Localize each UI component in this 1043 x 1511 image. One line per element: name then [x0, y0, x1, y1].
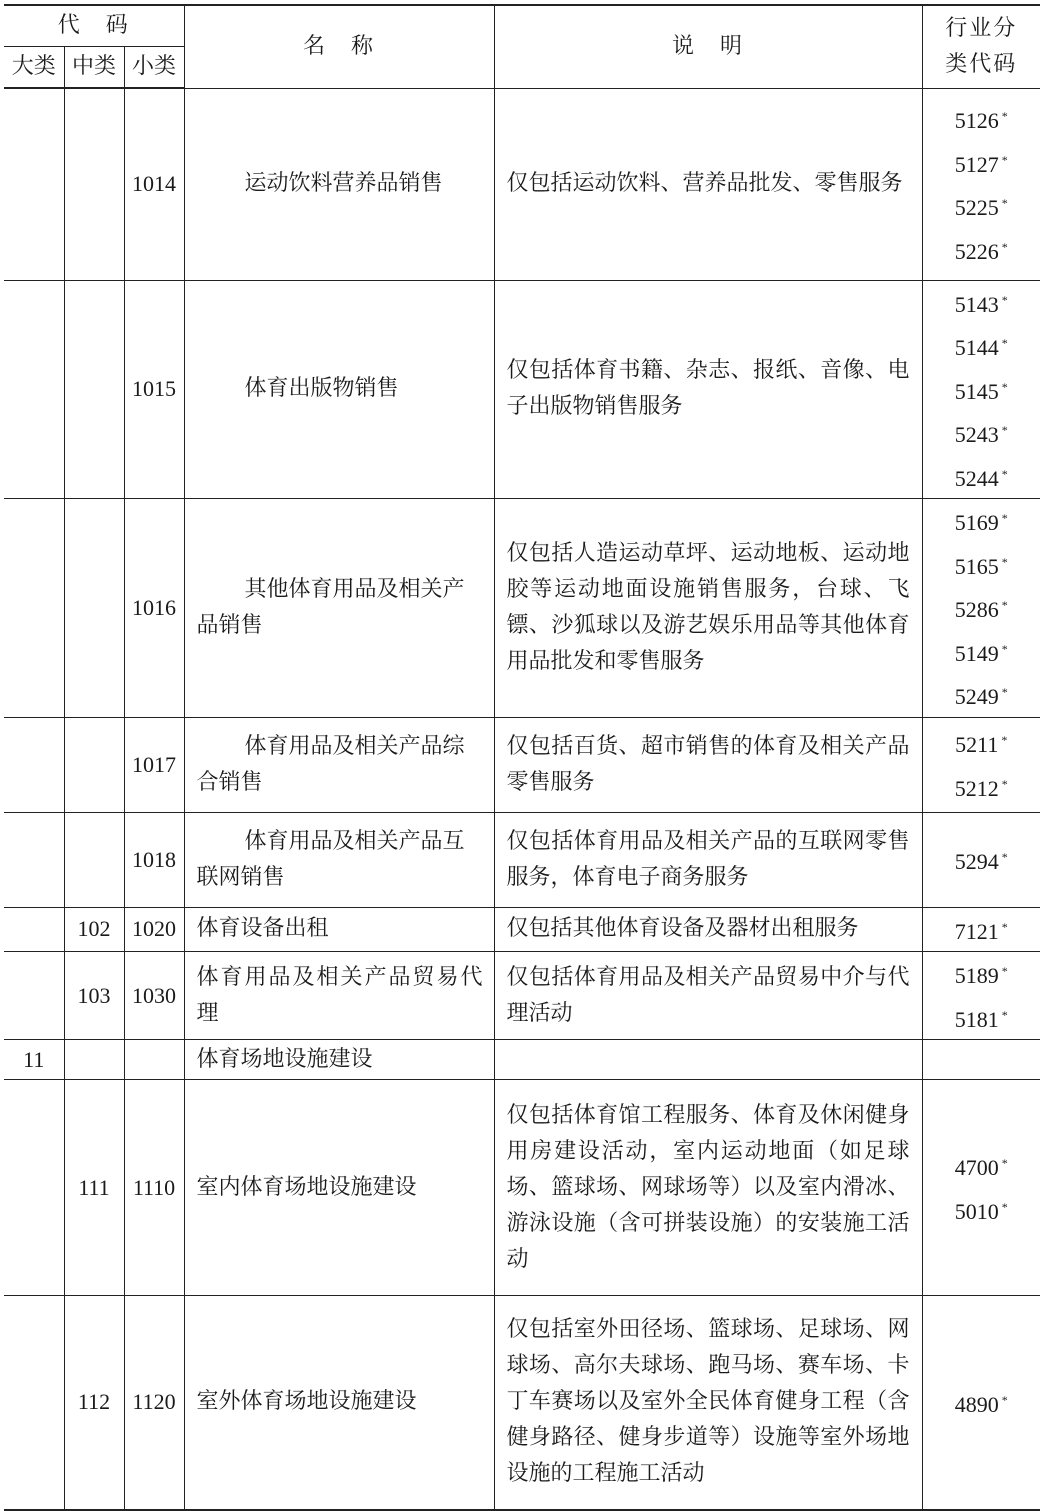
name-line: 室内体育场地设施建设 — [196, 1174, 417, 1200]
major-code-cell — [4, 812, 64, 907]
minor-code-cell — [124, 1040, 184, 1080]
industry-code-value: 5145 — [954, 378, 999, 404]
minor-code-cell: 1014 — [124, 88, 184, 280]
industry-codes-cell — [922, 1040, 1040, 1080]
asterisk-mark: * — [1001, 685, 1008, 699]
industry-code — [923, 368, 1041, 412]
name-line: 体育用品及相关产品互 — [244, 828, 465, 854]
header-desc: 说 明 — [494, 5, 922, 88]
name-line: 体育用品及相关产品综 — [244, 733, 465, 759]
minor-code-cell: 1110 — [124, 1080, 184, 1296]
header-name: 名 称 — [184, 5, 494, 88]
asterisk-mark: * — [1001, 1392, 1008, 1407]
industry-code — [923, 324, 1041, 368]
name-cell — [184, 952, 494, 1040]
name-cell — [184, 88, 494, 280]
header-code: 代 码 — [4, 5, 184, 46]
minor-code-cell: 1030 — [124, 952, 184, 1040]
industry-code-value: 5225 — [954, 195, 999, 220]
major-code-cell — [4, 1080, 64, 1296]
middle-code-cell — [64, 812, 124, 907]
table-row — [4, 280, 1040, 499]
table-row — [4, 499, 1040, 718]
middle-code-cell — [64, 280, 124, 499]
industry-codes-cell — [922, 499, 1040, 718]
industry-codes-cell — [922, 812, 1040, 907]
industry-code-value: 5189 — [954, 963, 999, 988]
industry-code — [923, 630, 1041, 674]
minor-code-cell: 1120 — [124, 1296, 184, 1510]
classification-table — [4, 4, 1040, 1511]
asterisk-mark: * — [1001, 1007, 1008, 1022]
name-cell — [184, 499, 494, 718]
asterisk-mark: * — [1001, 152, 1008, 167]
name-line: 合销售 — [196, 769, 263, 795]
industry-code — [923, 455, 1041, 499]
description-cell: 仅包括其他体育设备及器材出租服务 — [494, 907, 922, 952]
header-industry-code-line2: 类代码 — [945, 51, 1018, 77]
description-cell: 仅包括体育书籍、杂志、报纸、音像、电子出版物销售服务 — [494, 280, 922, 499]
header-industry-code — [922, 5, 1040, 88]
major-code-cell — [4, 907, 64, 952]
name-line: 体育出版物销售 — [244, 376, 399, 402]
description-cell: 仅包括运动饮料、营养品批发、零售服务 — [494, 88, 922, 280]
industry-codes-cell — [922, 1080, 1040, 1296]
industry-code-value: 5127 — [954, 151, 999, 177]
middle-code-cell: 103 — [64, 952, 124, 1040]
middle-code-cell: 112 — [64, 1296, 124, 1510]
industry-codes-cell — [922, 952, 1040, 1040]
industry-code — [923, 721, 1041, 765]
name-cell — [184, 907, 494, 952]
middle-code-cell: 111 — [64, 1080, 124, 1296]
major-code-cell — [4, 952, 64, 1040]
name-cell — [184, 717, 494, 812]
minor-code-cell: 1015 — [124, 280, 184, 499]
asterisk-mark: * — [1001, 196, 1008, 210]
asterisk-mark: * — [1001, 423, 1008, 437]
industry-code-value: 5169 — [954, 510, 999, 535]
industry-code-value: 5149 — [954, 640, 999, 666]
asterisk-mark: * — [1001, 776, 1008, 791]
asterisk-mark: * — [1001, 919, 1008, 934]
header-minor: 小类 — [124, 46, 184, 88]
industry-codes-cell — [922, 1296, 1040, 1510]
major-code-cell: 11 — [4, 1040, 64, 1080]
industry-code — [923, 141, 1041, 185]
asterisk-mark: * — [1001, 511, 1008, 525]
minor-code-cell: 1020 — [124, 907, 184, 952]
industry-codes-cell — [922, 717, 1040, 812]
industry-code — [923, 1381, 1041, 1425]
table-row — [4, 1080, 1040, 1296]
major-code-cell — [4, 1296, 64, 1510]
industry-code — [923, 586, 1041, 630]
middle-code-cell — [64, 88, 124, 280]
middle-code-cell — [64, 717, 124, 812]
industry-code-value: 5212 — [954, 775, 999, 801]
industry-code — [923, 952, 1041, 996]
header-middle: 中类 — [64, 46, 124, 88]
industry-code — [923, 838, 1041, 882]
industry-code-value: 5010 — [954, 1198, 999, 1224]
table-row — [4, 1040, 1040, 1080]
description-cell: 仅包括体育用品及相关产品贸易中介与代理活动 — [494, 952, 922, 1040]
description-cell: 仅包括体育馆工程服务、体育及休闲健身用房建设活动，室内运动地面（如足球场、篮球场、网球场等）以及室内滑冰、游泳设施（含可拼装设施）的安装施工活动 — [494, 1080, 922, 1296]
major-code-cell — [4, 717, 64, 812]
name-line: 体育设备出租 — [196, 916, 329, 942]
industry-code — [923, 673, 1041, 717]
header-major: 大类 — [4, 46, 64, 88]
middle-code-cell — [64, 1040, 124, 1080]
industry-code-value: 5243 — [954, 422, 999, 447]
industry-code-value: 5244 — [954, 465, 999, 491]
industry-code-value: 5126 — [954, 108, 999, 133]
asterisk-mark: * — [1001, 292, 1008, 307]
major-code-cell — [4, 499, 64, 718]
industry-code-value: 5211 — [955, 732, 999, 757]
description-cell: 仅包括人造运动草坪、运动地板、运动地胶等运动地面设施销售服务，台球、飞镖、沙狐球以及游艺娱乐用品等其他体育用品批发和零售服务 — [494, 499, 922, 718]
asterisk-mark: * — [1001, 598, 1008, 612]
industry-code-value: 5286 — [954, 597, 999, 622]
industry-code — [923, 97, 1041, 141]
name-line: 其他体育用品及相关产 — [244, 576, 465, 602]
description-cell: 仅包括室外田径场、篮球场、足球场、网球场、高尔夫球场、跑马场、赛车场、卡丁车赛场以及室外全民体育健身工程（含健身路径、健身步道等）设施等室外场地设施的工程施工活动 — [494, 1296, 922, 1510]
middle-code-cell: 102 — [64, 907, 124, 952]
name-cell — [184, 1080, 494, 1296]
name-line: 联网销售 — [196, 864, 285, 890]
industry-codes-cell — [922, 907, 1040, 952]
description-cell: 仅包括体育用品及相关产品的互联网零售服务，体育电子商务服务 — [494, 812, 922, 907]
name-line: 体育用品及相关产品贸易代理 — [196, 964, 484, 1026]
industry-code — [923, 499, 1041, 543]
industry-code — [923, 281, 1041, 325]
table-row — [4, 812, 1040, 907]
name-line: 室外体育场地设施建设 — [196, 1389, 417, 1415]
industry-code-value: 4890 — [954, 1391, 999, 1417]
minor-code-cell: 1017 — [124, 717, 184, 812]
industry-code-value: 5181 — [954, 1006, 999, 1032]
name-cell — [184, 1040, 494, 1080]
table-row — [4, 717, 1040, 812]
major-code-cell — [4, 88, 64, 280]
asterisk-mark: * — [1001, 641, 1008, 656]
industry-code — [923, 996, 1041, 1040]
asterisk-mark: * — [1001, 336, 1008, 350]
industry-code — [923, 1188, 1041, 1232]
industry-code-value: 4700 — [954, 1155, 999, 1180]
header-industry-code-line1: 行业分 — [945, 15, 1018, 41]
industry-code-value: 5165 — [954, 553, 999, 579]
industry-code — [923, 1144, 1041, 1188]
name-cell — [184, 1296, 494, 1510]
industry-code — [923, 228, 1041, 272]
industry-code-value: 5294 — [954, 848, 999, 874]
asterisk-mark: * — [1001, 849, 1008, 864]
industry-code — [923, 908, 1041, 952]
minor-code-cell: 1018 — [124, 812, 184, 907]
asterisk-mark: * — [1001, 379, 1008, 394]
industry-code-value: 7121 — [954, 918, 999, 944]
table-row — [4, 907, 1040, 952]
table-row — [4, 952, 1040, 1040]
industry-codes-cell — [922, 280, 1040, 499]
industry-code-value: 5144 — [954, 335, 999, 360]
asterisk-mark: * — [1001, 1156, 1008, 1170]
industry-code-value: 5226 — [954, 238, 999, 264]
table-row — [4, 88, 1040, 280]
major-code-cell — [4, 280, 64, 499]
description-cell: 仅包括百货、超市销售的体育及相关产品零售服务 — [494, 717, 922, 812]
asterisk-mark: * — [1001, 554, 1008, 569]
industry-code — [923, 184, 1041, 228]
industry-code — [923, 411, 1041, 455]
middle-code-cell — [64, 499, 124, 718]
industry-code — [923, 543, 1041, 587]
industry-code-value: 5249 — [954, 684, 999, 709]
asterisk-mark: * — [1001, 733, 1008, 747]
table-row — [4, 1296, 1040, 1510]
asterisk-mark: * — [1001, 239, 1008, 254]
industry-code — [923, 765, 1041, 809]
industry-code-value: 5143 — [954, 291, 999, 317]
name-cell — [184, 280, 494, 499]
asterisk-mark: * — [1001, 1199, 1008, 1214]
name-line: 品销售 — [196, 612, 263, 638]
industry-codes-cell — [922, 88, 1040, 280]
asterisk-mark: * — [1001, 466, 1008, 481]
name-line: 体育场地设施建设 — [196, 1046, 373, 1072]
minor-code-cell: 1016 — [124, 499, 184, 718]
description-cell — [494, 1040, 922, 1080]
name-line: 运动饮料营养品销售 — [244, 171, 443, 196]
asterisk-mark: * — [1001, 109, 1008, 123]
name-cell — [184, 812, 494, 907]
asterisk-mark: * — [1001, 964, 1008, 978]
